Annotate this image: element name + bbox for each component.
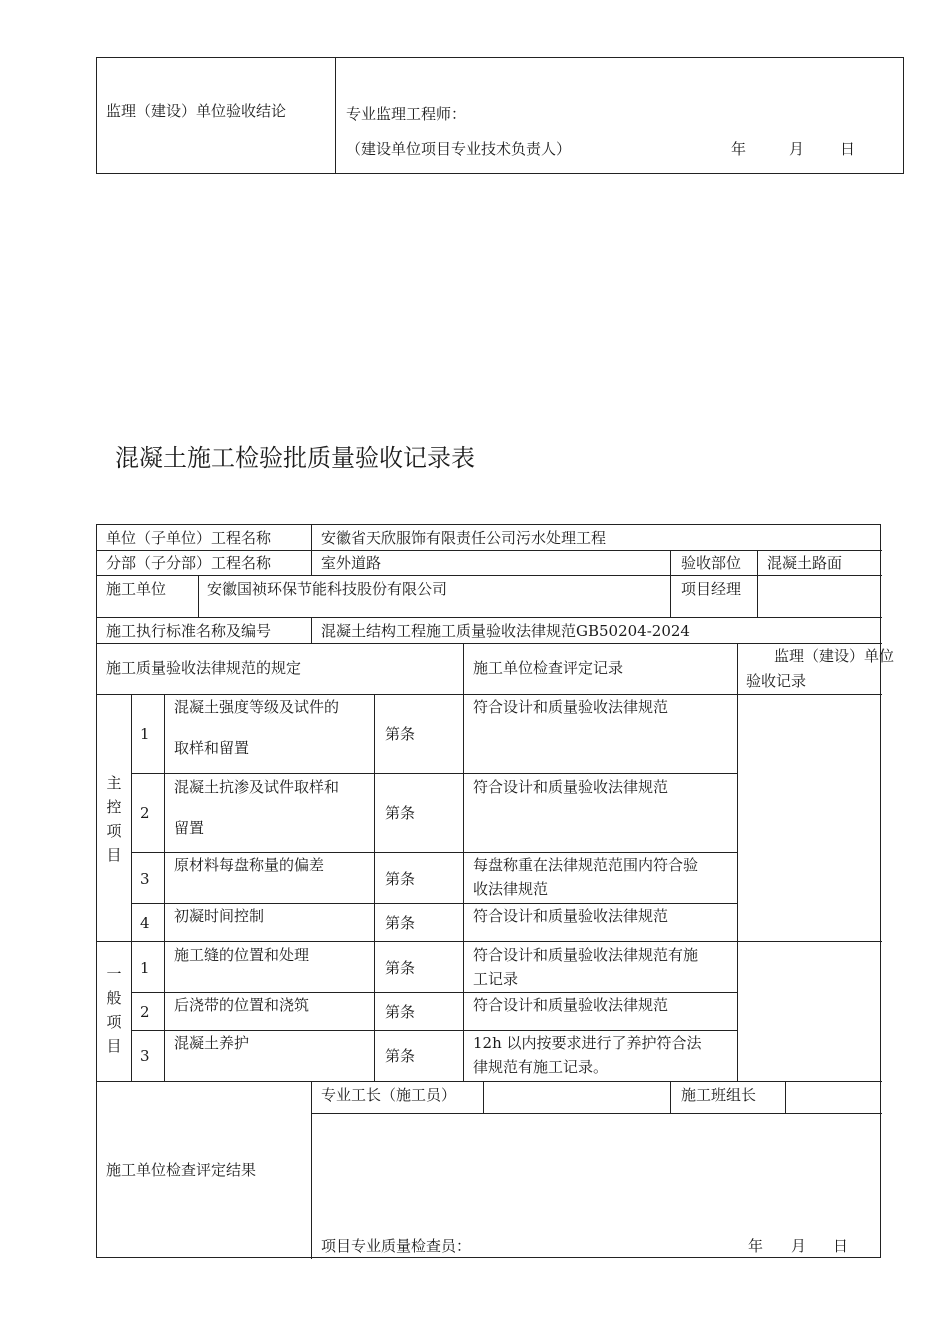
row-rule	[311, 1113, 882, 1114]
general-item-number: 1	[140, 959, 150, 977]
col-rule	[670, 550, 671, 618]
col-rule	[374, 694, 375, 1082]
main-item-record: 符合设计和质量验收法律规范	[473, 698, 669, 716]
col-rule	[670, 1081, 671, 1114]
main-item-record: 收法律规范	[473, 880, 549, 898]
group-char: 控	[106, 798, 122, 816]
col-rule	[164, 694, 165, 1082]
quality-inspector-label: 项目专业质量检查员：	[321, 1237, 472, 1255]
row-rule	[97, 941, 882, 942]
row-rule	[97, 1081, 882, 1082]
standard-value: 混凝土结构工程施工质量验收法律规范GB50204-2024	[321, 622, 690, 640]
col-rule	[785, 1081, 786, 1114]
general-item-number: 3	[140, 1047, 150, 1065]
supervising-engineer-label: 专业监理工程师：	[346, 105, 467, 123]
col-rule	[131, 694, 132, 1082]
col-rule	[311, 1081, 312, 1259]
general-item-record: 符合设计和质量验收法律规范有施	[473, 946, 699, 964]
general-item-clause: 第条	[385, 1047, 416, 1065]
division-project-name-label: 分部（子分部）工程名称	[106, 554, 272, 572]
result-year-label: 年	[748, 1237, 764, 1255]
general-item-clause: 第条	[385, 959, 416, 977]
result-month-label: 月	[791, 1237, 807, 1255]
foreman-label: 专业工长（施工员）	[321, 1086, 457, 1104]
general-item-record: 律规范有施工记录。	[473, 1058, 609, 1076]
main-item-text: 混凝土强度等级及试件的	[174, 698, 340, 716]
main-item-number: 1	[140, 725, 150, 743]
main-item-text: 混凝土抗渗及试件取样和	[174, 778, 340, 796]
contractor-record-column-header: 施工单位检查评定记录	[473, 659, 624, 677]
supervision-record-header-line1: 监理（建设）单位	[774, 647, 895, 665]
col-rule	[463, 643, 464, 1082]
row-rule	[131, 773, 737, 774]
row-rule	[97, 617, 882, 618]
column-divider	[335, 58, 336, 173]
general-item-number: 2	[140, 1003, 150, 1021]
acceptance-part-label: 验收部位	[681, 554, 742, 572]
contractor-label: 施工单位	[106, 580, 167, 598]
result-day-label: 日	[833, 1237, 849, 1255]
division-project-name-value: 室外道路	[321, 554, 382, 572]
project-manager-label: 项目经理	[681, 580, 742, 598]
unit-project-name-value: 安徽省天欣服饰有限责任公司污水处理工程	[321, 529, 607, 547]
team-leader-label: 施工班组长	[681, 1086, 757, 1104]
date-year-label: 年	[731, 140, 747, 158]
main-item-record: 符合设计和质量验收法律规范	[473, 778, 669, 796]
date-month-label: 月	[789, 140, 805, 158]
col-rule	[311, 525, 312, 551]
row-rule	[97, 575, 882, 576]
date-day-label: 日	[840, 140, 856, 158]
general-item-text: 混凝土养护	[174, 1034, 250, 1052]
main-item-text: 原材料每盘称量的偏差	[174, 856, 325, 874]
main-item-number: 2	[140, 804, 150, 822]
owner-technical-lead-label: （建设单位项目专业技术负责人）	[346, 140, 572, 158]
document-title: 混凝土施工检验批质量验收记录表	[115, 444, 475, 472]
col-rule	[311, 617, 312, 644]
group-char: 目	[106, 1037, 122, 1055]
main-item-number: 3	[140, 870, 150, 888]
row-rule	[97, 643, 882, 644]
supervision-conclusion-box	[96, 57, 904, 174]
main-item-text: 初凝时间控制	[174, 907, 265, 925]
main-item-clause: 第条	[385, 914, 416, 932]
group-char: 般	[106, 989, 122, 1007]
col-rule	[737, 643, 738, 1082]
main-item-clause: 第条	[385, 725, 416, 743]
col-rule	[198, 575, 199, 618]
general-item-clause: 第条	[385, 1003, 416, 1021]
group-char: 项	[106, 822, 122, 840]
general-item-record: 工记录	[473, 970, 519, 988]
group-char: 主	[106, 774, 122, 792]
quality-acceptance-record-table	[96, 524, 895, 1258]
general-item-text: 后浇带的位置和浇筑	[174, 996, 310, 1014]
main-item-text: 取样和留置	[174, 739, 250, 757]
main-item-record: 符合设计和质量验收法律规范	[473, 907, 669, 925]
contractor-result-label: 施工单位检查评定结果	[106, 1161, 257, 1179]
group-char: 目	[106, 846, 122, 864]
main-items-group-label	[104, 771, 124, 867]
col-rule	[483, 1081, 484, 1114]
spec-column-header: 施工质量验收法律规范的规定	[106, 659, 302, 677]
general-items-group-label	[104, 962, 124, 1058]
general-item-record: 12h 以内按要求进行了养护符合法	[473, 1034, 702, 1052]
group-char: 一	[106, 965, 122, 983]
col-rule	[311, 550, 312, 576]
acceptance-part-value: 混凝土路面	[767, 554, 843, 572]
contractor-value: 安徽国祯环保节能科技股份有限公司	[207, 580, 448, 598]
main-item-number: 4	[140, 914, 150, 932]
main-item-clause: 第条	[385, 804, 416, 822]
main-item-record: 每盘称重在法律规范范围内符合验	[473, 856, 699, 874]
general-item-record: 符合设计和质量验收法律规范	[473, 996, 669, 1014]
supervision-record-header-line2: 验收记录	[746, 672, 807, 690]
group-char: 项	[106, 1013, 122, 1031]
unit-project-name-label: 单位（子单位）工程名称	[106, 529, 272, 547]
main-item-text: 留置	[174, 819, 205, 837]
standard-label: 施工执行标准名称及编号	[106, 622, 272, 640]
col-rule	[757, 550, 758, 618]
supervision-conclusion-label: 监理（建设）单位验收结论	[106, 102, 287, 120]
main-item-clause: 第条	[385, 870, 416, 888]
general-item-text: 施工缝的位置和处理	[174, 946, 310, 964]
